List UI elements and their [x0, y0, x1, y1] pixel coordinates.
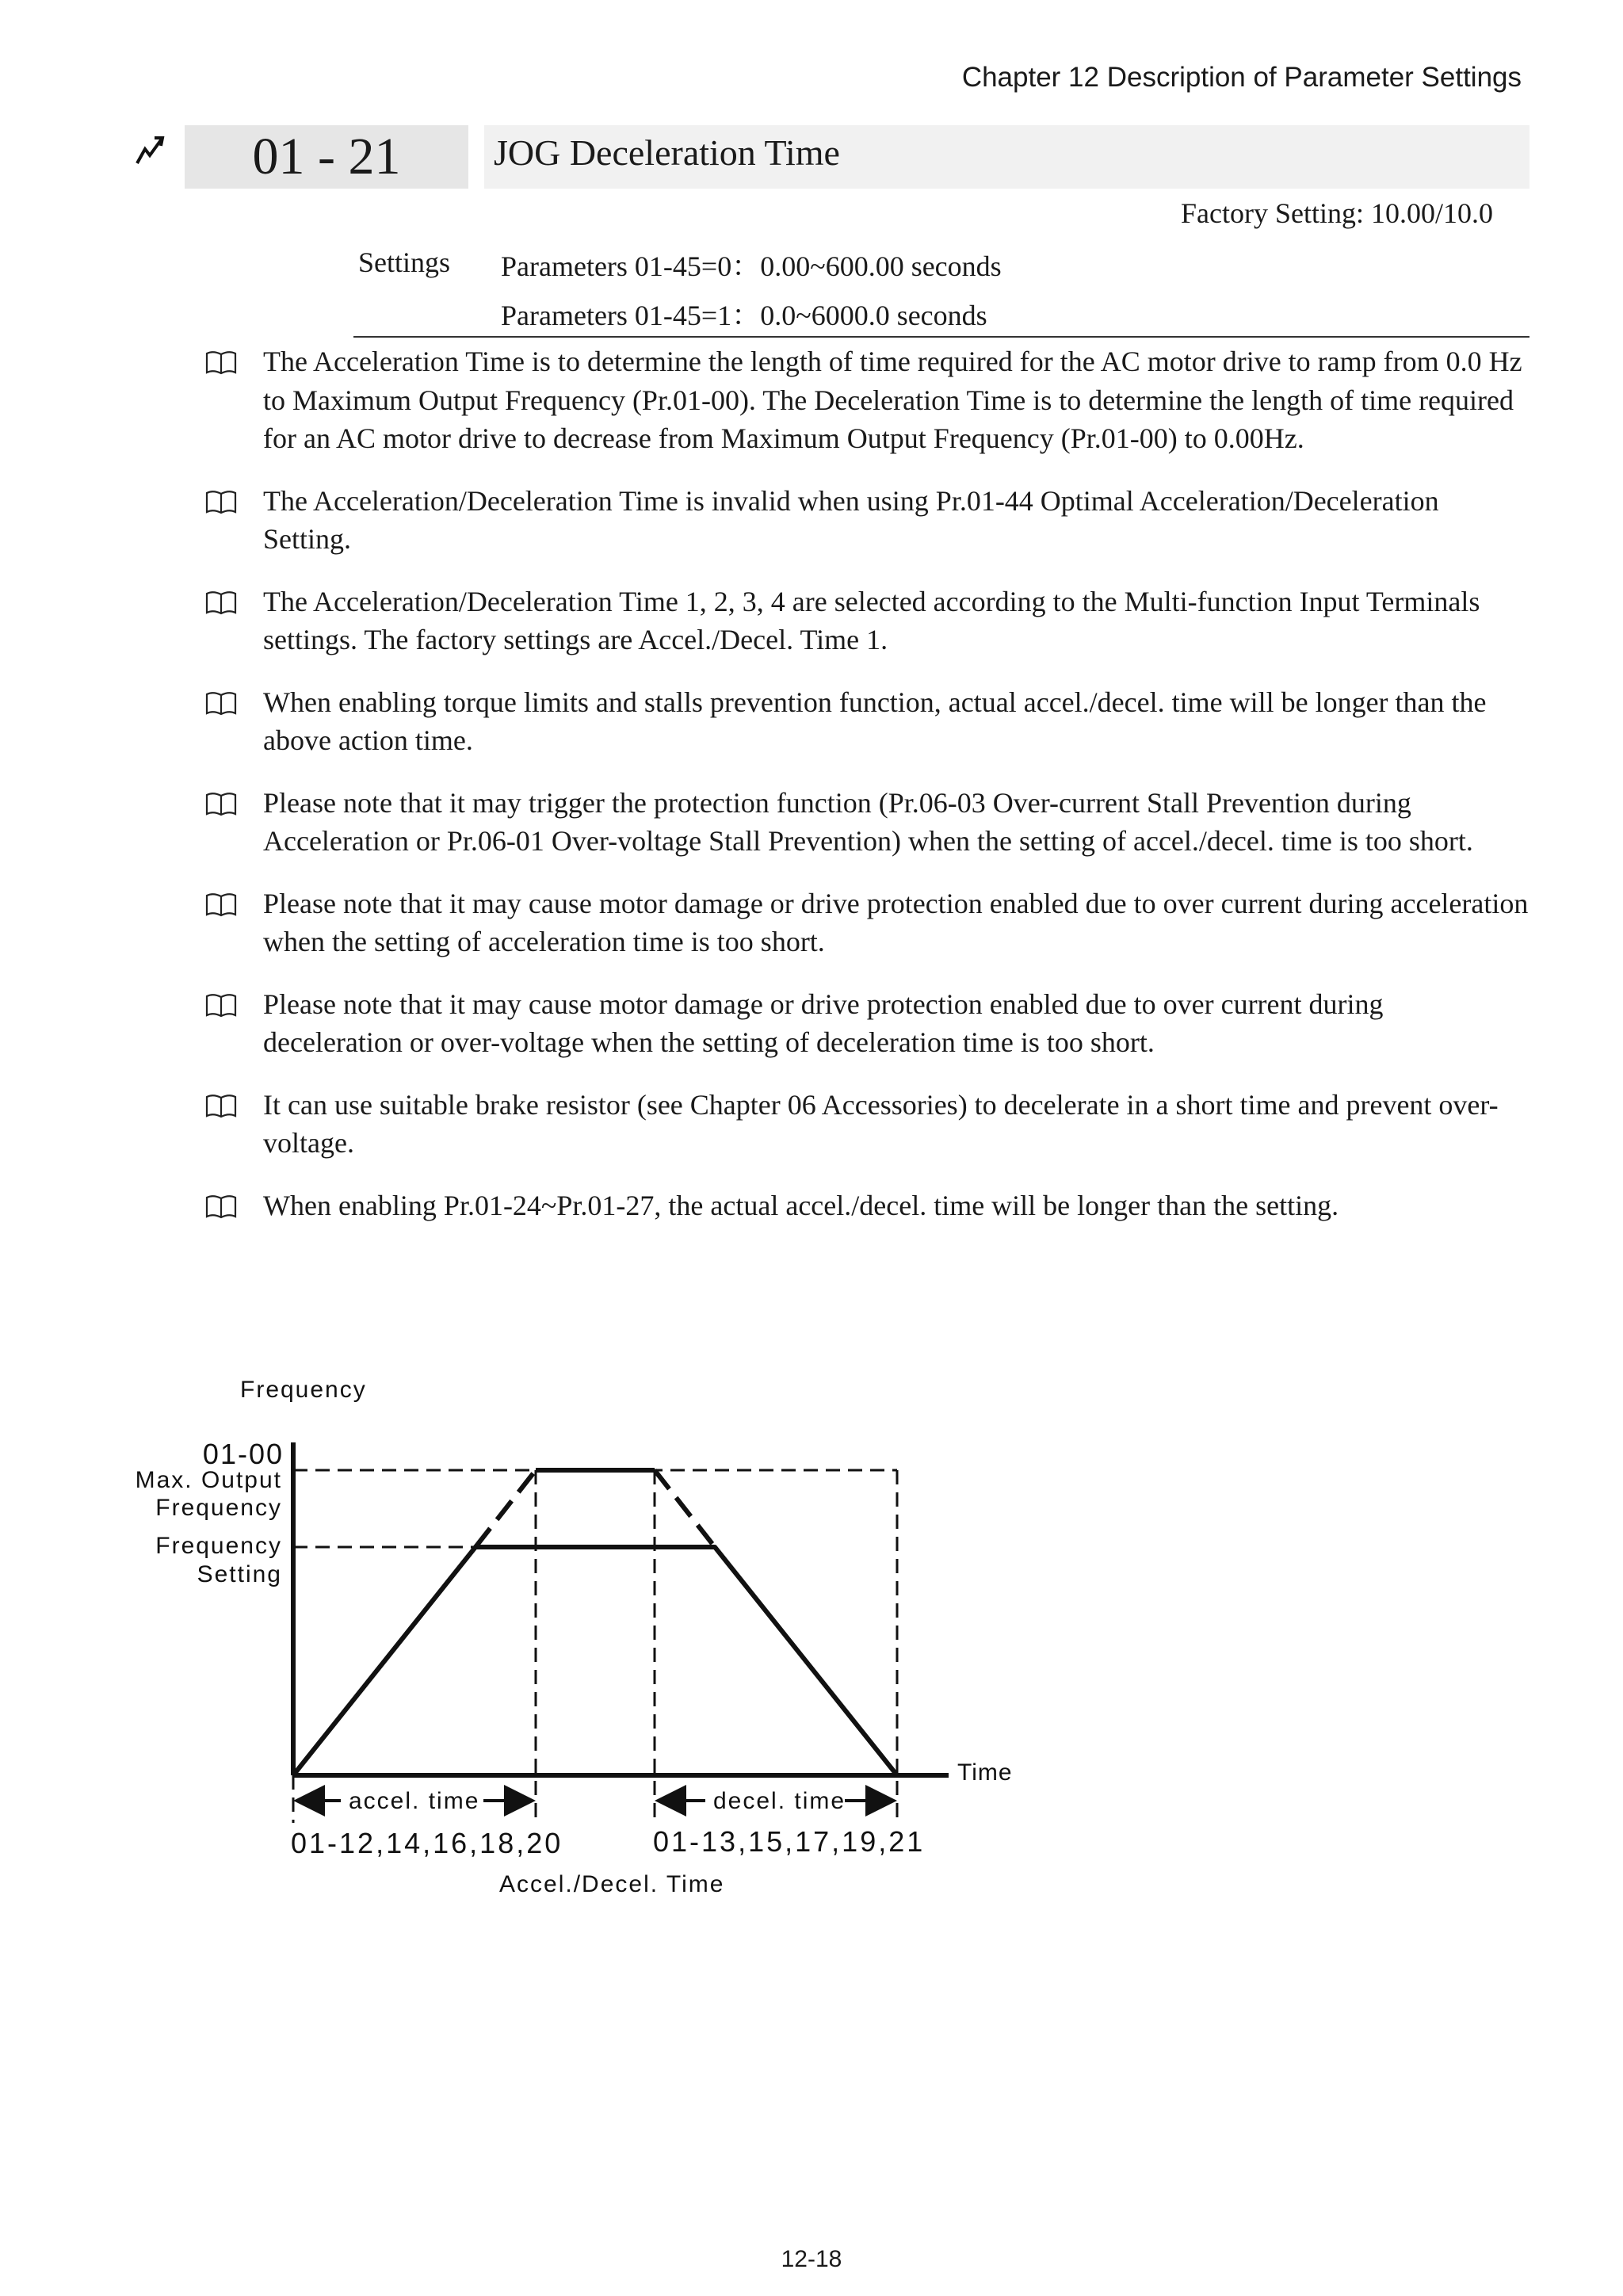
parameter-number: 01 - 21 — [185, 125, 468, 189]
note-item — [204, 683, 1529, 760]
max-freq-label-2: Frequency — [155, 1495, 282, 1521]
book-icon — [204, 349, 238, 376]
max-freq-label-1: Max. Output — [135, 1467, 282, 1493]
factory-setting: Factory Setting: 10.00/10.0 — [1181, 197, 1493, 229]
book-icon — [204, 589, 238, 616]
book-icon — [204, 1092, 238, 1119]
frequency-profile — [293, 1547, 897, 1775]
note-item — [204, 1186, 1529, 1225]
page-number: 12-18 — [781, 2246, 842, 2272]
accel-time-label: accel. time — [349, 1788, 480, 1814]
note-text: When enabling torque limits and stalls prevention function, actual accel./decel. time will be longer than the above action time. — [263, 686, 1487, 756]
note-text: The Acceleration Time is to determine the length of time required for the AC motor drive to ramp from 0.0 Hz to Maximum Output Frequency (Pr.01-00). The Deceleration Time is to determine the length of time required for an AC motor drive to decrease from Maximum Output Frequency (Pr.01-00) to 0.00Hz. — [263, 346, 1522, 454]
note-item — [204, 784, 1529, 861]
note-item — [204, 342, 1529, 458]
lightning-mark-icon — [131, 132, 169, 170]
parameter-title-box — [484, 125, 1529, 189]
accel-params: 01-12,14,16,18,20 — [291, 1827, 563, 1859]
book-icon — [204, 891, 238, 918]
book-icon — [204, 790, 238, 817]
max-decel-ramp — [655, 1470, 715, 1547]
note-text: It can use suitable brake resistor (see Chapter 06 Accessories) to decelerate in a short time and prevent over-voltage. — [263, 1088, 1499, 1159]
book-icon — [204, 991, 238, 1018]
note-text: The Acceleration/Deceleration Time 1, 2, 3, 4 are selected according to the Multi-function Input Terminals settings. The factory settings are Accel./Decel. Time 1. — [263, 585, 1480, 655]
note-item — [204, 583, 1529, 659]
y-axis-label: Frequency — [240, 1377, 367, 1403]
diagram-caption: Accel./Decel. Time — [499, 1871, 725, 1897]
parameter-header — [131, 125, 1529, 189]
notes-list — [204, 339, 1529, 1224]
accel-decel-diagram — [127, 1363, 1046, 1918]
settings-divider — [353, 336, 1529, 338]
chapter-header: Chapter 12 Description of Parameter Settings — [961, 62, 1522, 93]
note-item — [204, 884, 1529, 961]
setting-range-1: Parameters 01-45=0：0.00~600.00 seconds — [501, 250, 1002, 282]
book-icon — [204, 488, 238, 515]
max-freq-param: 01-00 — [202, 1438, 284, 1470]
note-text: When enabling Pr.01-24~Pr.01-27, the actual accel./decel. time will be longer than the setting. — [263, 1189, 1339, 1221]
note-text: Please note that it may cause motor damage or drive protection enabled due to over current during acceleration when the setting of acceleration time is too short. — [263, 887, 1529, 957]
note-item — [204, 1086, 1529, 1163]
note-item — [204, 482, 1529, 559]
note-text: The Acceleration/Deceleration Time is invalid when using Pr.01-44 Optimal Acceleration/Deceleration Setting. — [263, 484, 1439, 555]
decel-params: 01-13,15,17,19,21 — [653, 1825, 926, 1858]
x-axis-label: Time — [957, 1759, 1013, 1786]
note-text: Please note that it may trigger the protection function (Pr.06-03 Over-current Stall Prevention during Acceleration or Pr.06-01 Over-voltage Stall Prevention) when the setting of accel./decel. time is too short. — [263, 786, 1473, 857]
freq-setting-label-1: Frequency — [155, 1533, 282, 1559]
max-accel-ramp — [475, 1470, 536, 1547]
settings-label: Settings — [358, 246, 451, 278]
book-icon — [204, 1193, 238, 1220]
freq-setting-label-2: Setting — [197, 1561, 282, 1587]
note-text: Please note that it may cause motor damage or drive protection enabled due to over current during deceleration or over-voltage when the setting of deceleration time is too short. — [263, 988, 1384, 1058]
setting-range-2: Parameters 01-45=1：0.0~6000.0 seconds — [501, 300, 987, 331]
decel-time-label: decel. time — [713, 1788, 846, 1814]
parameter-title: JOG Deceleration Time — [494, 132, 840, 173]
book-icon — [204, 690, 238, 716]
note-item — [204, 985, 1529, 1062]
